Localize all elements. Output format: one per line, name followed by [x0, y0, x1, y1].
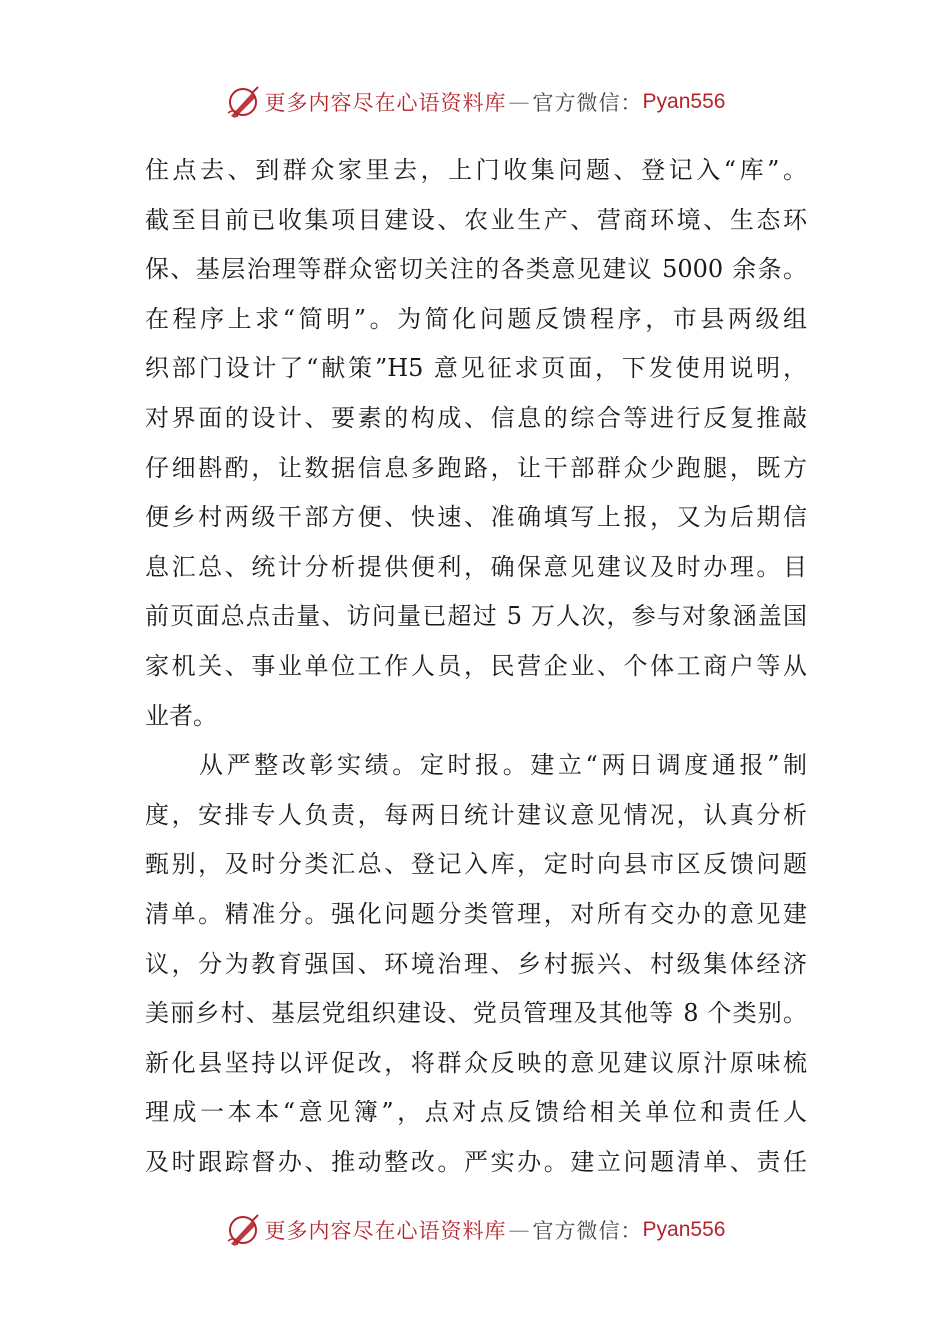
text-line: 及时跟踪督办、推动整改。严实办。建立问题清单、责任 — [145, 1147, 807, 1176]
text-line: 新化县坚持以评促改，将群众反映的意见建议原汁原味梳 — [145, 1048, 807, 1077]
text-line: 前页面总点击量、访问量已超过 5 万人次，参与对象涵盖国 — [145, 602, 807, 631]
footer-brand: 更多内容尽在心语资料库 — [264, 1219, 507, 1243]
footer-watermark — [0, 1208, 950, 1252]
header-brand: 更多内容尽在心语资料库 — [264, 91, 507, 115]
text-line: 在程序上求“简明”。为简化问题反馈程序，市县两级组 — [145, 304, 807, 333]
text-line: 保、基层治理等群众密切关注的各类意见建议 5000 余条。 — [145, 255, 807, 284]
text-line: 美丽乡村、基层党组织建设、党员管理及其他等 8 个类别。 — [145, 999, 807, 1028]
text-line: 家机关、事业单位工作人员，民营企业、个体工商户等从 — [145, 651, 807, 680]
text-line: 业者。 — [145, 701, 217, 730]
text-line: 清单。精准分。强化问题分类管理，对所有交办的意见建 — [145, 899, 807, 928]
text-line: 度，安排专人负责，每两日统计建议意见情况，认真分析 — [145, 800, 807, 829]
footer-wechat-id: Pyan556 — [642, 1218, 726, 1241]
footer-wechat-label: 官方微信： — [532, 1219, 643, 1243]
footer-separator: — — [508, 1218, 531, 1242]
pen-logo-icon — [225, 1212, 261, 1248]
document-body — [145, 146, 807, 1187]
text-line: 对界面的设计、要素的构成、信息的综合等进行反复推敲 — [145, 403, 807, 432]
paragraph-start-line: 从严整改彰实绩。定时报。建立“两日调度通报”制 — [199, 751, 807, 780]
text-line: 仔细斟酌，让数据信息多跑路，让干部群众少跑腿，既方 — [145, 453, 807, 482]
header-separator: — — [508, 90, 531, 114]
pen-logo-icon — [225, 84, 261, 120]
text-line: 甄别，及时分类汇总、登记入库，定时向县市区反馈问题 — [145, 850, 807, 879]
header-watermark — [0, 80, 950, 124]
text-line: 理成一本本“意见簿”，点对点反馈给相关单位和责任人 — [145, 1098, 807, 1127]
text-line: 织部门设计了“献策”H5 意见征求页面，下发使用说明， — [145, 354, 807, 383]
text-line: 住点去、到群众家里去，上门收集问题、登记入“库”。 — [145, 156, 807, 184]
header-wechat-id: Pyan556 — [642, 90, 726, 113]
text-line: 息汇总、统计分析提供便利，确保意见建议及时办理。目 — [145, 552, 807, 581]
header-wechat-label: 官方微信： — [532, 91, 643, 115]
text-line: 截至目前已收集项目建设、农业生产、营商环境、生态环 — [145, 205, 807, 234]
text-line: 议，分为教育强国、环境治理、乡村振兴、村级集体经济 — [145, 949, 807, 978]
text-line: 便乡村两级干部方便、快速、准确填写上报，又为后期信 — [145, 503, 807, 532]
